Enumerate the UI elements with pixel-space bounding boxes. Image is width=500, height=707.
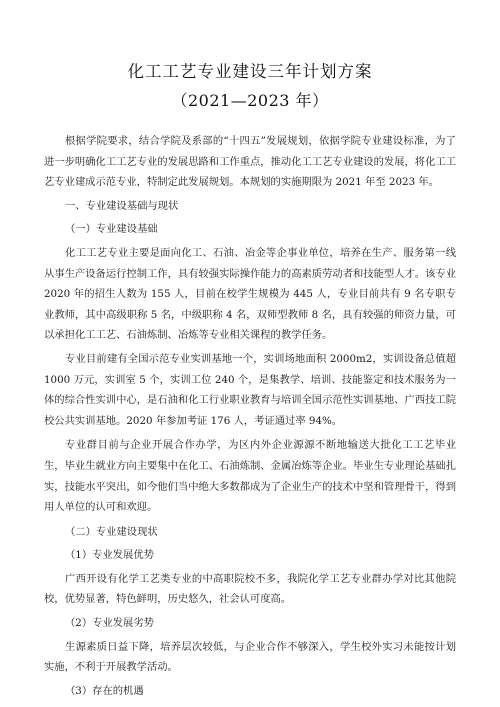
intro-paragraph: 根据学院要求，结合学院及系部的“十四五”发展规划，依据学院专业建设标准，为了进一步明确化工工艺专业的发展思路和工作重点，推动化工工艺专业建设的发展，将化工工艺专业建成示范专业，特制定此发展规划。本规划的实施期限为 2021 年至 2023 年。 xyxy=(44,135,456,189)
subsection-heading: （二）专业建设现状 xyxy=(65,525,158,538)
item-heading: （2）专业发展劣势 xyxy=(65,617,154,630)
body-paragraph: 专业目前建有全国示范专业实训基地一个，实训场地面积 2000m2，实训设备总值超 1000 万元，实训室 5 个，实训工位 240 个，是集教学、培训、技能鉴定和技术服务为一体的综合性实训中心，是石油和化工行业职业教育与培训全国示范性实训基地、广西技工院校公共实训基地。2020 年参加考证 176 人，考证通过率 94%。 xyxy=(44,352,456,427)
subsection-heading: （一）专业建设基础 xyxy=(65,223,158,236)
body-paragraph: 化工工艺专业主要是面向化工、石油、冶金等企事业单位，培养在生产、服务第一线从事生产设备运行控制工作，具有较强实际操作能力的高素质劳动者和技能型人才。该专业 2020 年的招生人数为 155 人，目前在校学生规模为 445 人，专业目前共有 9 名专职专业教师，其中高级职称 5 名，中级职称 4 名，双师型教师 8 名，具有较强的师资力量，可以承担化工工艺、石油炼制、冶炼等专业相关课程的教学任务。 xyxy=(44,246,456,342)
item-heading: （3）存在的机遇 xyxy=(65,684,144,697)
body-paragraph: 生源素质日益下降，培养层次较低，与企业合作不够深入，学生校外实习未能按计划实施，不利于开展教学活动。 xyxy=(44,640,456,674)
body-paragraph: 广西开设有化学工艺类专业的中高职院校不多，我院化学工艺专业群办学对比其他院校，优势显著，特色鲜明，历史悠久，社会认可度高。 xyxy=(44,572,456,606)
document-title: 化工工艺专业建设三年计划方案 xyxy=(127,62,373,81)
document-body xyxy=(44,131,456,701)
item-heading: （1）专业发展优势 xyxy=(65,549,154,562)
body-paragraph: 专业群目前与企业开展合作办学，为区内外企业源源不断地输送大批化工工艺毕业生，毕业生就业方向主要集中在化工、石油炼制、金属冶炼等企业。毕业生专业理论基础扎实，技能水平突出，如今他们当中绝大多数都成为了企业生产的技术中坚和管理骨干，得到用人单位的认可和欢迎。 xyxy=(44,439,456,514)
document-subtitle: （2021—2023 年） xyxy=(171,91,329,110)
section-heading: 一、专业建设基础与现状 xyxy=(65,199,179,212)
